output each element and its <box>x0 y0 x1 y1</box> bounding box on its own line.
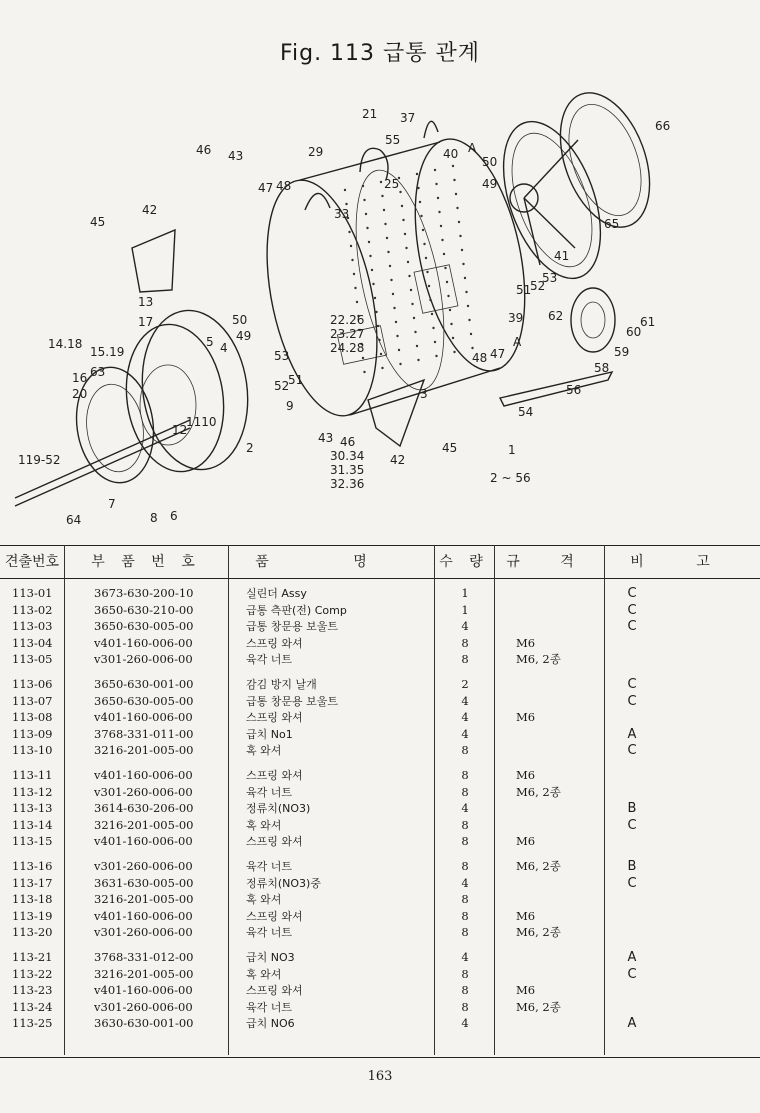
row-part-no: v301-260-006-00 <box>94 784 193 799</box>
row-part-no: v301-260-006-00 <box>94 859 193 873</box>
callout: 50 <box>482 155 498 169</box>
table-row <box>0 982 760 999</box>
callout: 48 <box>472 351 488 365</box>
row-part-name: 스프링 와셔 <box>246 835 303 849</box>
row-part-name: 혹 와셔 <box>246 744 282 758</box>
callout: 12 <box>172 423 188 437</box>
row-quantity: 4 <box>461 710 469 725</box>
callout: 54 <box>518 405 534 419</box>
row-quantity: 8 <box>461 892 469 907</box>
row-spec: M6, 2종 <box>516 925 561 940</box>
row-part-no: v401-160-006-00 <box>94 635 193 650</box>
table-row <box>0 949 760 966</box>
column-divider <box>64 545 65 1055</box>
table-row <box>0 651 760 668</box>
row-quantity: 4 <box>461 693 469 708</box>
callout: 40 <box>443 147 459 161</box>
table-row <box>0 999 760 1016</box>
page-number: 163 <box>367 1069 393 1084</box>
row-part-name: 급치 NO3 <box>246 951 295 964</box>
row-ref-no: 113-15 <box>12 834 53 849</box>
parts-table <box>0 545 760 1058</box>
row-quantity: 8 <box>461 999 469 1014</box>
row-quantity: 1 <box>461 602 469 617</box>
row-part-no: 3673-630-200-10 <box>94 586 194 600</box>
figure-title: Fig. 113 급통 관계 <box>279 41 481 66</box>
header-ref-no: 견출번호 <box>4 554 60 570</box>
row-part-name: 정류치(NO3) <box>246 802 311 816</box>
callout: 17 <box>138 315 154 329</box>
hub-assembly <box>571 288 615 352</box>
callout: 3 <box>420 387 428 401</box>
row-part-name: 혹 와셔 <box>246 818 282 832</box>
row-quantity: 8 <box>461 983 469 998</box>
callout: 51 <box>288 373 304 387</box>
callout: A <box>513 335 522 349</box>
row-quantity: 8 <box>461 817 469 832</box>
callout: 58 <box>594 361 610 375</box>
row-ref-no: 113-16 <box>12 859 53 873</box>
bracket-42-bottom <box>368 380 424 446</box>
row-ref-no: 113-18 <box>12 892 53 907</box>
row-remarks: C <box>627 817 637 833</box>
callout: 20 <box>72 387 88 401</box>
row-part-no: v301-260-006-00 <box>94 652 193 667</box>
table-body <box>0 579 760 1058</box>
row-quantity: 1 <box>461 586 469 600</box>
callout: 65 <box>604 217 620 231</box>
row-ref-no: 113-24 <box>12 999 53 1014</box>
row-part-no: 3216-201-005-00 <box>94 817 194 832</box>
callout: 66 <box>655 119 671 133</box>
table-row <box>0 875 760 892</box>
row-part-name: 육각 너트 <box>246 653 293 667</box>
row-quantity: 4 <box>461 1016 469 1031</box>
row-part-name: 육각 너트 <box>246 1000 293 1014</box>
row-ref-no: 113-04 <box>12 635 53 650</box>
row-quantity: 8 <box>461 768 469 782</box>
callout: 29 <box>308 145 324 159</box>
callout: 59 <box>614 345 630 359</box>
table-row <box>0 709 760 726</box>
row-remarks: C <box>627 602 637 618</box>
table-row <box>0 618 760 635</box>
row-part-name: 육각 너트 <box>246 860 293 873</box>
callout: 53 <box>274 349 290 363</box>
row-quantity: 4 <box>461 726 469 741</box>
callout: 42 <box>142 203 158 217</box>
callout: 50 <box>232 313 248 327</box>
row-part-no: 3216-201-005-00 <box>94 966 194 981</box>
callout: 2 ~ 56 <box>490 471 531 485</box>
row-remarks: C <box>627 619 637 635</box>
callout: 47 <box>258 181 274 195</box>
callout: 16 <box>72 371 88 385</box>
callout: 60 <box>626 325 642 339</box>
callout: 47 <box>490 347 506 361</box>
callout: 49 <box>482 177 498 191</box>
row-part-no: 3216-201-005-00 <box>94 892 194 907</box>
row-spec: M6, 2종 <box>516 859 561 873</box>
row-ref-no: 113-05 <box>12 652 53 667</box>
column-divider <box>434 545 435 1055</box>
callout: 56 <box>566 383 582 397</box>
callout: 64 <box>66 513 82 527</box>
row-quantity: 8 <box>461 859 469 873</box>
callout: 43 <box>318 431 334 445</box>
hook-21 <box>360 148 388 180</box>
row-ref-no: 113-17 <box>12 875 53 890</box>
row-ref-no: 113-02 <box>12 602 53 617</box>
row-quantity: 4 <box>461 950 469 964</box>
row-ref-no: 113-22 <box>12 966 53 981</box>
callout: 5 <box>206 335 214 349</box>
callout: 55 <box>385 133 401 147</box>
row-spec: M6, 2종 <box>516 784 561 799</box>
row-quantity: 2 <box>461 677 469 691</box>
callout: 4 <box>220 341 228 355</box>
callout: 21 <box>362 107 378 121</box>
row-ref-no: 113-14 <box>12 817 53 832</box>
row-quantity: 8 <box>461 743 469 758</box>
row-part-name: 스프링 와셔 <box>246 769 303 782</box>
row-part-no: v401-160-006-00 <box>94 834 193 849</box>
callout: 41 <box>554 249 570 263</box>
table-row <box>0 602 760 619</box>
callout: 2 <box>246 441 254 455</box>
row-ref-no: 113-20 <box>12 925 53 940</box>
table-row <box>0 767 760 784</box>
row-part-name: 급치 No1 <box>246 727 293 741</box>
header-remarks: 비 고 <box>630 554 734 570</box>
callout: 6 <box>170 509 178 523</box>
row-ref-no: 113-13 <box>12 801 53 816</box>
row-ref-no: 113-12 <box>12 784 53 799</box>
hook-29 <box>305 193 330 210</box>
row-quantity: 4 <box>461 801 469 816</box>
callout: 24.28 <box>330 341 365 355</box>
row-quantity: 4 <box>461 875 469 890</box>
row-spec: M6 <box>516 834 536 849</box>
row-quantity: 8 <box>461 635 469 650</box>
row-remarks: C <box>627 966 637 982</box>
row-ref-no: 113-08 <box>12 710 53 725</box>
callout: 46 <box>340 435 356 449</box>
row-quantity: 8 <box>461 908 469 923</box>
callout: 33 <box>334 207 350 221</box>
callout: 8 <box>150 511 158 525</box>
row-ref-no: 113-19 <box>12 908 53 923</box>
row-quantity: 4 <box>461 619 469 634</box>
table-row <box>0 635 760 652</box>
callout: 13 <box>138 295 154 309</box>
callout: 45 <box>90 215 106 229</box>
row-part-name: 육각 너트 <box>246 926 293 940</box>
callout: 62 <box>548 309 564 323</box>
table-row <box>0 1015 760 1032</box>
row-remarks: C <box>627 677 637 692</box>
row-part-no: v401-160-006-00 <box>94 710 193 725</box>
row-part-name: 스프링 와셔 <box>246 711 303 725</box>
row-part-name: 감김 방지 날개 <box>246 678 317 691</box>
row-part-name: 급치 NO6 <box>246 1017 295 1031</box>
row-remarks: C <box>627 586 637 601</box>
table-row <box>0 966 760 983</box>
callout: 52 <box>530 279 546 293</box>
row-part-name: 급통 측판(전) Comp <box>246 603 347 617</box>
row-part-no: 3650-630-210-00 <box>94 602 194 617</box>
row-part-no: 3630-630-001-00 <box>94 1016 194 1031</box>
table-row <box>0 784 760 801</box>
row-remarks: C <box>627 875 637 891</box>
callout: 14.18 <box>48 337 83 351</box>
row-part-name: 급통 창문용 보울트 <box>246 620 339 634</box>
callout: 7 <box>108 497 116 511</box>
row-remarks: A <box>627 1016 637 1032</box>
header-part-no: 부 품 번 호 <box>91 554 201 570</box>
row-spec: M6 <box>516 710 536 725</box>
row-remarks: A <box>627 950 637 965</box>
row-ref-no: 113-21 <box>12 950 53 964</box>
row-part-no: 3768-331-011-00 <box>94 726 194 741</box>
row-remarks: C <box>627 693 637 709</box>
row-ref-no: 113-09 <box>12 726 53 741</box>
table-row <box>0 585 760 602</box>
table-row <box>0 891 760 908</box>
callout: 23.27 <box>330 327 365 341</box>
row-part-no: 3768-331-012-00 <box>94 950 194 964</box>
row-part-no: v401-160-006-00 <box>94 768 193 782</box>
row-part-no: 3650-630-001-00 <box>94 677 194 691</box>
header-quantity: 수 량 <box>439 554 489 570</box>
table-row <box>0 817 760 834</box>
callout: 30.34 <box>330 449 365 463</box>
row-spec: M6 <box>516 768 536 782</box>
callout: 42 <box>390 453 406 467</box>
table-row <box>0 800 760 817</box>
callout: 53 <box>542 271 558 285</box>
table-row <box>0 693 760 710</box>
row-ref-no: 113-23 <box>12 983 53 998</box>
callout: 31.35 <box>330 463 365 477</box>
row-part-name: 혹 와셔 <box>246 893 282 907</box>
row-part-name: 정류치(NO3)중 <box>246 876 321 890</box>
row-part-no: 3631-630-005-00 <box>94 875 194 890</box>
row-quantity: 8 <box>461 652 469 667</box>
row-part-no: v301-260-006-00 <box>94 999 193 1014</box>
column-divider <box>494 545 495 1055</box>
row-remarks: C <box>627 743 637 759</box>
row-remarks: B <box>627 801 637 817</box>
row-spec: M6 <box>516 983 536 998</box>
row-quantity: 8 <box>461 784 469 799</box>
callout: 61 <box>640 315 656 329</box>
callout: 49 <box>236 329 252 343</box>
callout: 119-52 <box>18 453 61 467</box>
header-spec: 규 격 <box>506 554 592 570</box>
row-part-name: 혹 와셔 <box>246 967 282 981</box>
row-part-name: 급통 창문용 보울트 <box>246 694 339 708</box>
exploded-parts-diagram <box>0 80 760 540</box>
row-part-name: 스프링 와셔 <box>246 984 303 998</box>
table-row <box>0 924 760 941</box>
row-ref-no: 113-01 <box>12 586 53 600</box>
table-header <box>0 545 760 579</box>
callout: 46 <box>196 143 212 157</box>
row-ref-no: 113-11 <box>12 768 53 782</box>
drum-side-plate <box>543 81 666 240</box>
table-row <box>0 833 760 850</box>
callout-labels <box>18 107 670 527</box>
row-spec: M6, 2종 <box>516 652 561 667</box>
row-part-name: 실린더 Assy <box>246 587 307 600</box>
row-ref-no: 113-03 <box>12 619 53 634</box>
row-part-no: 3650-630-005-00 <box>94 619 194 634</box>
row-part-no: v301-260-006-00 <box>94 925 193 940</box>
row-ref-no: 113-25 <box>12 1016 53 1031</box>
callout: 52 <box>274 379 290 393</box>
row-part-name: 스프링 와셔 <box>246 636 303 650</box>
callout: 25 <box>384 177 400 191</box>
table-row <box>0 726 760 743</box>
row-spec: M6 <box>516 635 536 650</box>
row-ref-no: 113-07 <box>12 693 53 708</box>
table-row <box>0 858 760 875</box>
table-row <box>0 908 760 925</box>
row-part-no: 3216-201-005-00 <box>94 743 194 758</box>
callout: 51 <box>516 283 532 297</box>
row-part-no: 3614-630-206-00 <box>94 801 194 816</box>
row-remarks: A <box>627 726 637 742</box>
callout: 15.19 <box>90 345 125 359</box>
callout: 1 <box>508 443 516 457</box>
row-quantity: 8 <box>461 834 469 849</box>
table-row <box>0 742 760 759</box>
row-part-no: v401-160-006-00 <box>94 908 193 923</box>
hook-37 <box>424 121 438 138</box>
row-quantity: 8 <box>461 925 469 940</box>
column-divider <box>604 545 605 1055</box>
row-spec: M6, 2종 <box>516 999 561 1014</box>
row-ref-no: 113-06 <box>12 677 53 691</box>
callout: 37 <box>400 111 416 125</box>
callout: 63 <box>90 365 106 379</box>
callout: A <box>468 141 477 155</box>
callout: 1110 <box>186 415 217 429</box>
row-spec: M6 <box>516 908 536 923</box>
row-part-name: 스프링 와셔 <box>246 909 303 923</box>
callout: 48 <box>276 179 292 193</box>
callout: 22.26 <box>330 313 365 327</box>
callout: 45 <box>442 441 458 455</box>
strip-54 <box>500 372 612 406</box>
row-remarks: B <box>627 859 637 874</box>
row-quantity: 8 <box>461 966 469 981</box>
bracket-42-top <box>132 230 175 292</box>
row-part-no: v401-160-006-00 <box>94 983 193 998</box>
callout: 9 <box>286 399 294 413</box>
callout: 32.36 <box>330 477 365 491</box>
row-part-no: 3650-630-005-00 <box>94 693 194 708</box>
callout: 43 <box>228 149 244 163</box>
column-divider <box>228 545 229 1055</box>
row-part-name: 육각 너트 <box>246 785 293 799</box>
callout: 39 <box>508 311 524 325</box>
row-ref-no: 113-10 <box>12 743 53 758</box>
header-part-name: 품 명 <box>255 554 407 570</box>
table-row <box>0 676 760 693</box>
